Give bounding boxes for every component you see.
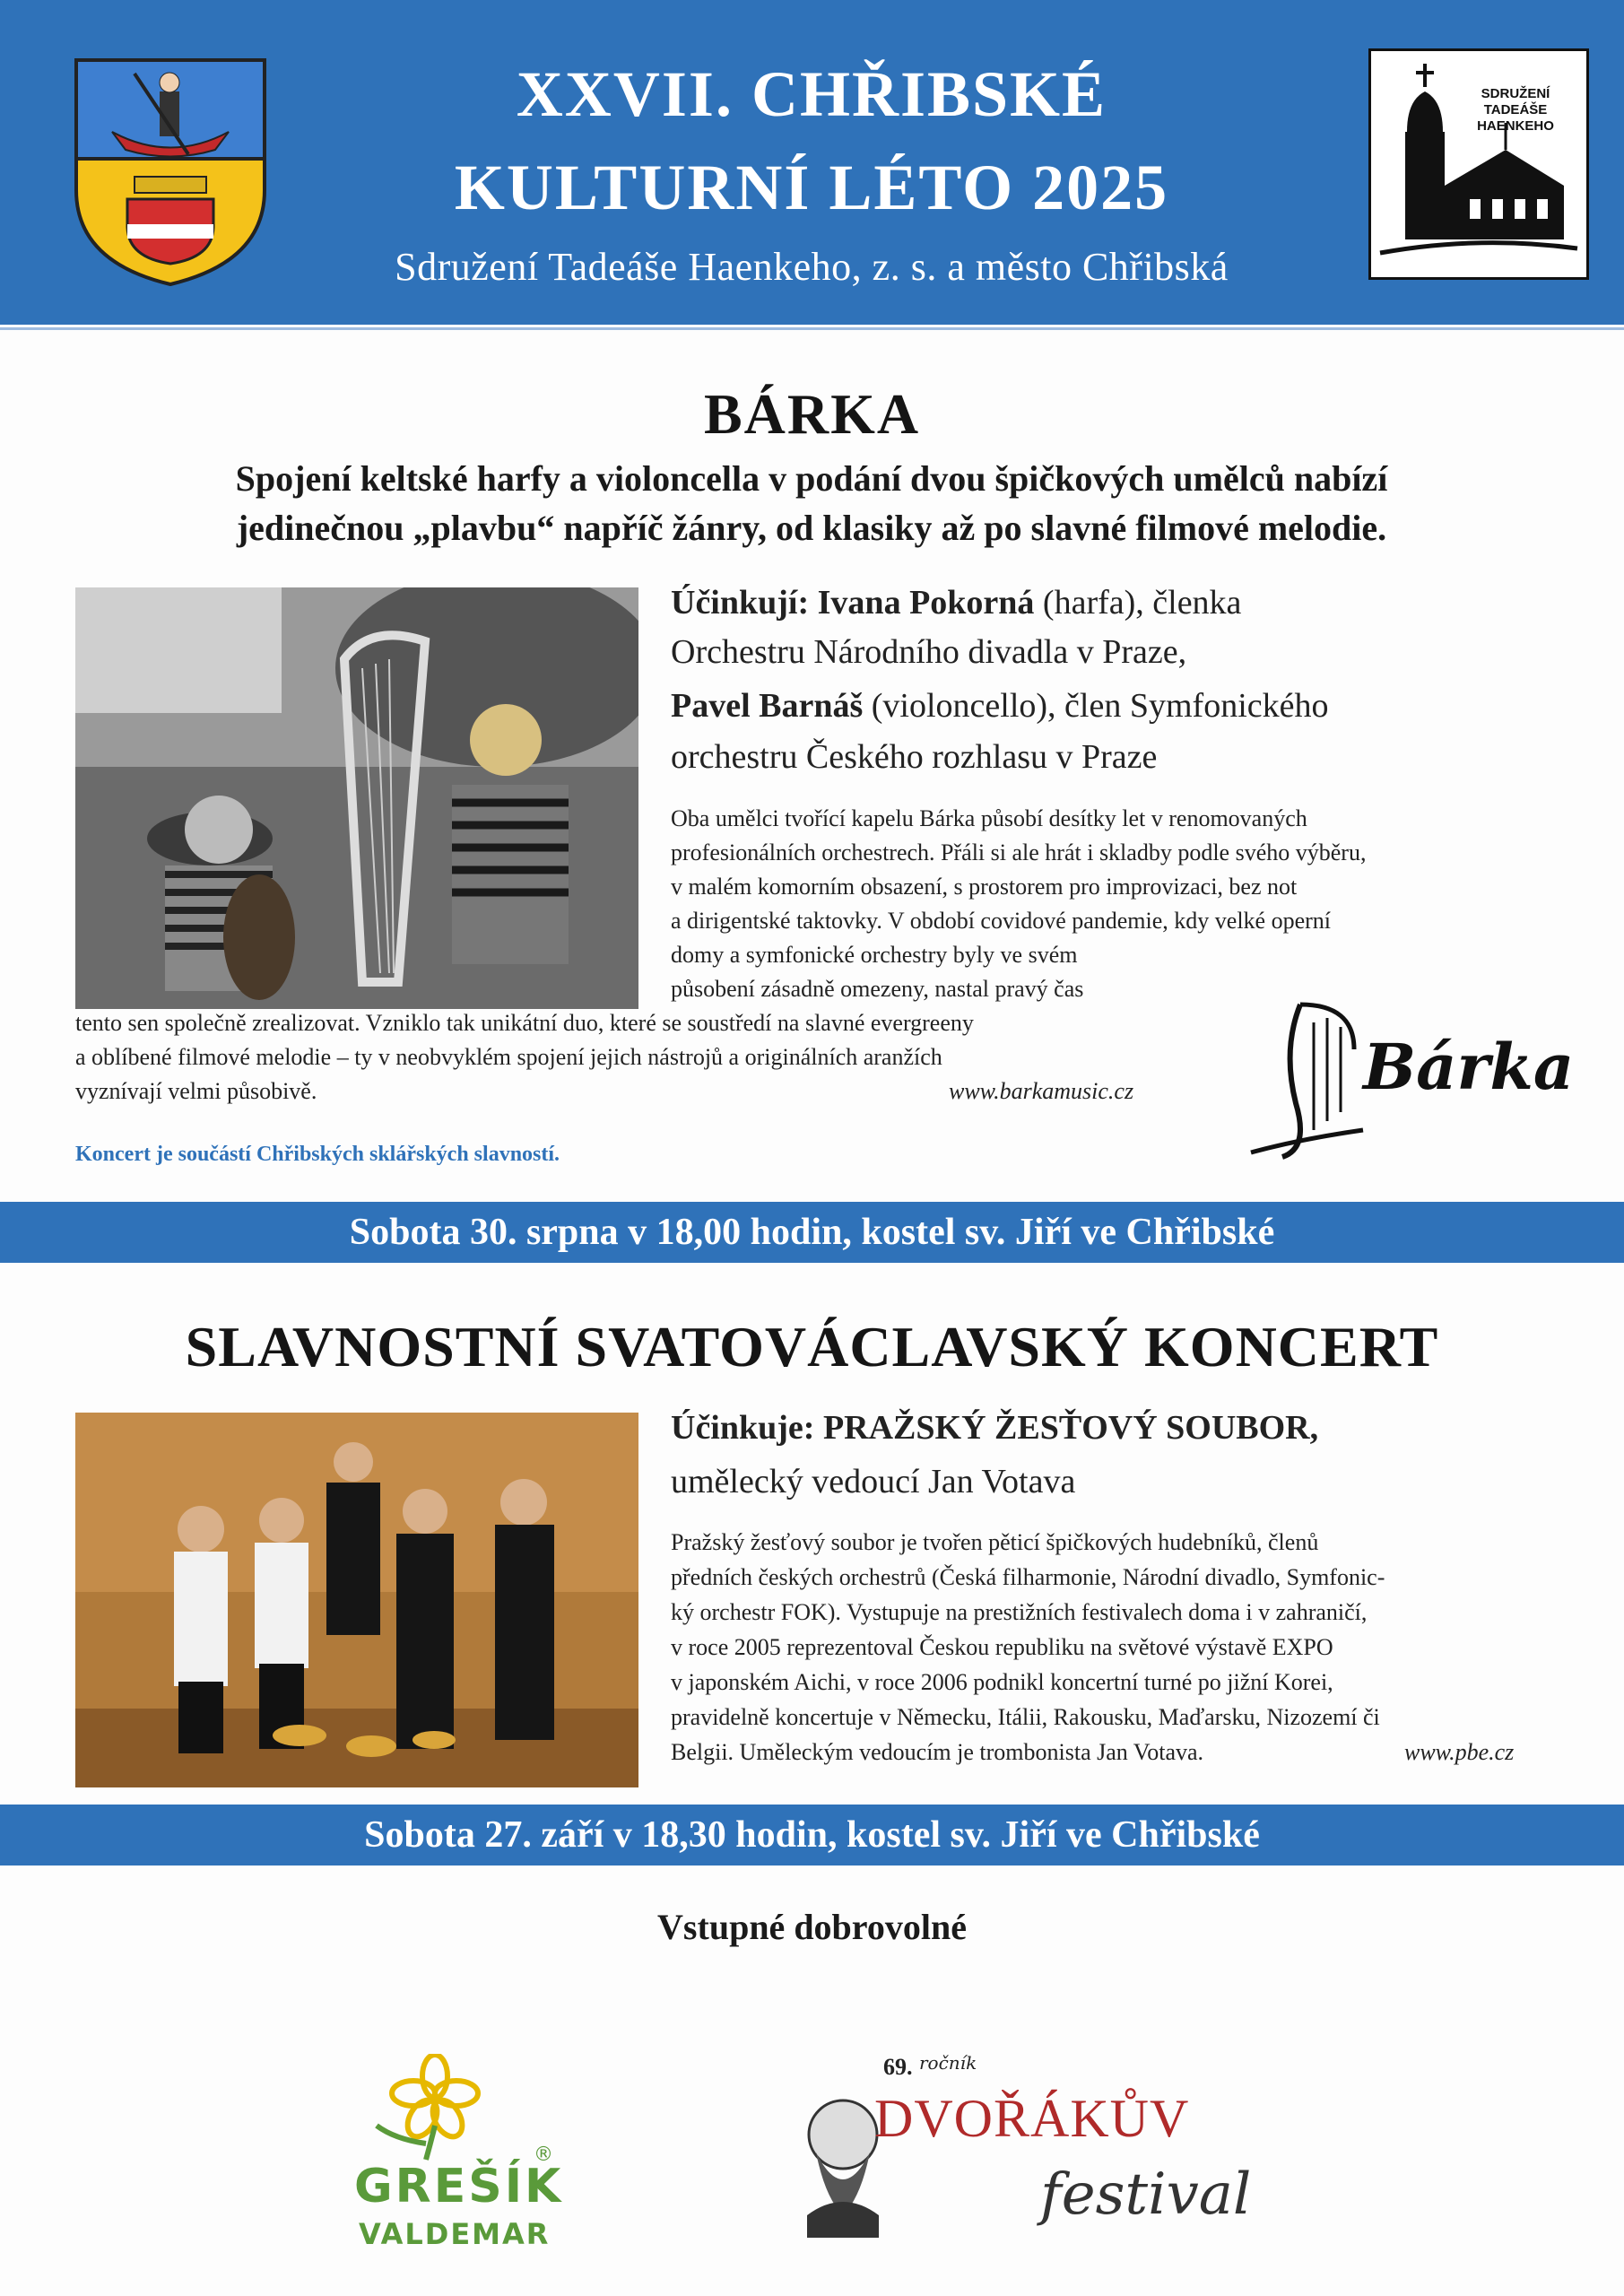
barka-title: BÁRKA	[703, 382, 921, 446]
barka-note: Koncert je součástí Chřibských sklářských slavností.	[75, 1143, 560, 1166]
barka-photo	[75, 587, 638, 1009]
organizer-logo-text	[1462, 86, 1569, 135]
svatovaclav-body-line: v japonském Aichi, v roce 2006 podnikl koncertní turné po jižní Korei,	[671, 1669, 1333, 1695]
svatovaclav-perf-label: Účinkuje:	[671, 1409, 815, 1447]
barka-body-line: a dirigentské taktovky. V období covidové pandemie, kdy velké operní	[671, 908, 1332, 934]
svatovaclav-body-line: ký orchestr FOK). Vystupuje na prestižních festivalech doma i v zahraničí,	[671, 1599, 1368, 1625]
festival-title-line1: XXVII. CHŘIBSKÉ	[516, 58, 1107, 130]
barka-performer-2	[671, 686, 1328, 726]
barka-body-line: tento sen společně zrealizovat. Vzniklo tak unikátní duo, které se soustředí na slavné evergreeny	[75, 1010, 974, 1036]
festival-title-line2: KULTURNÍ LÉTO 2025	[454, 152, 1169, 223]
logo-text-line1: SDRUŽENÍ	[1481, 86, 1550, 101]
svatovaclav-perf-name: PRAŽSKÝ ŽESŤOVÝ SOUBOR,	[822, 1409, 1319, 1447]
gresik-name: GREŠÍK	[354, 2160, 564, 2213]
logo-text-line3: HAENKEHO	[1477, 118, 1554, 134]
barka-body-line: v malém komorním obsazení, s prostorem pro improvizaci, bez not	[671, 874, 1298, 900]
barka-logo-word: Bárka	[1363, 1030, 1575, 1104]
barka-body-line: působení zásadně omezeny, nastal pravý čas	[671, 976, 1084, 1002]
coat-of-arms-icon	[72, 56, 269, 289]
barka-perf-label: Účinkují:	[671, 584, 810, 622]
svatovaclav-performer	[671, 1408, 1318, 1448]
brass-ensemble-photo	[75, 1413, 638, 1787]
gresik-valdemar-logo	[341, 2054, 574, 2260]
barka-body-line: Oba umělci tvořící kapelu Bárka působí desítky let v renomovaných	[671, 805, 1307, 831]
barka-tagline-line1: Spojení keltské harfy a violoncella v podání dvou špičkových umělců nabízí	[235, 458, 1388, 499]
barka-performer-2-line2: orchestru Českého rozhlasu v Praze	[671, 738, 1158, 776]
barka-perf2-name: Pavel Barnáš	[671, 687, 864, 725]
svatovaclav-performer-line2: umělecký vedoucí Jan Votava	[671, 1463, 1076, 1500]
dvorak-festival-name: DVOŘÁKŮV	[874, 2089, 1190, 2148]
svatovaclav-date-band: Sobota 27. září v 18,30 hodin, kostel sv. Jiří ve Chřibské	[0, 1805, 1624, 1866]
barka-website-link[interactable]: www.barkamusic.cz	[949, 1078, 1134, 1104]
barka-performer-1-line2: Orchestru Národního divadla v Praze,	[671, 633, 1187, 671]
dvorak-edition-number: 69.	[883, 2054, 913, 2080]
dvorak-edition-word: ročník	[919, 2052, 977, 2074]
barka-body-line: vyznívají velmi působivě.	[75, 1078, 317, 1104]
header-rule-thin	[0, 327, 1624, 330]
organizer-subtitle: Sdružení Tadeáše Haenkeho, z. s. a město Chřibská	[395, 245, 1229, 289]
svatovaclav-body-line: Pražský žesťový soubor je tvořen pěticí špičkových hudebníků, členů	[671, 1529, 1319, 1555]
church-icon	[1371, 51, 1586, 277]
svatovaclav-body-line: pravidelně koncertuje v Německu, Itálii, Rakousku, Maďarsku, Nizozemí či	[671, 1704, 1380, 1730]
logo-text-line2: TADEÁŠE	[1483, 102, 1548, 117]
svatovaclav-body-line: předních českých orchestrů (Česká filharmonie, Národní divadlo, Symfonic-	[671, 1564, 1385, 1590]
svatovaclav-body-line: Belgii. Uměleckým vedoucím je trombonista Jan Votava.	[671, 1739, 1204, 1765]
header-rule	[0, 316, 1624, 325]
dvorak-festival-word: festival	[1040, 2161, 1252, 2228]
pbe-website-link[interactable]: www.pbe.cz	[1404, 1739, 1515, 1765]
svatovaclav-title: SLAVNOSTNÍ SVATOVÁCLAVSKÝ KONCERT	[185, 1315, 1439, 1378]
admission-note: Vstupné dobrovolné	[657, 1907, 967, 1947]
barka-body-line: a oblíbené filmové melodie – ty v neobvyklém spojení jejich nástrojů a originálních aranžích	[75, 1044, 942, 1070]
barka-body-line: profesionálních orchestrech. Přáli si ale hrát i skladby podle svého výběru,	[671, 839, 1367, 865]
barka-perf1-role: (harfa), členka	[1034, 584, 1242, 622]
barka-performer-1	[671, 583, 1241, 622]
gresik-subname: VALDEMAR	[359, 2217, 551, 2251]
svatovaclav-body-line: v roce 2005 reprezentoval Českou republiku na světové výstavě EXPO	[671, 1634, 1333, 1660]
barka-tagline-line2: jedinečnou „plavbu“ napříč žánry, od klasiky až po slavné filmové melodie.	[236, 508, 1387, 548]
barka-perf2-role: (violoncello), člen Symfonického	[863, 687, 1329, 725]
barka-date-band: Sobota 30. srpna v 18,00 hodin, kostel sv. Jiří ve Chřibské	[0, 1202, 1624, 1263]
organizer-logo	[1368, 48, 1589, 280]
barka-body-line: domy a symfonické orchestry byly ve svém	[671, 942, 1078, 968]
barka-perf1-name: Ivana Pokorná	[817, 584, 1035, 622]
registered-mark: ®	[534, 2144, 553, 2166]
dvorak-festival-logo	[789, 2045, 1264, 2269]
